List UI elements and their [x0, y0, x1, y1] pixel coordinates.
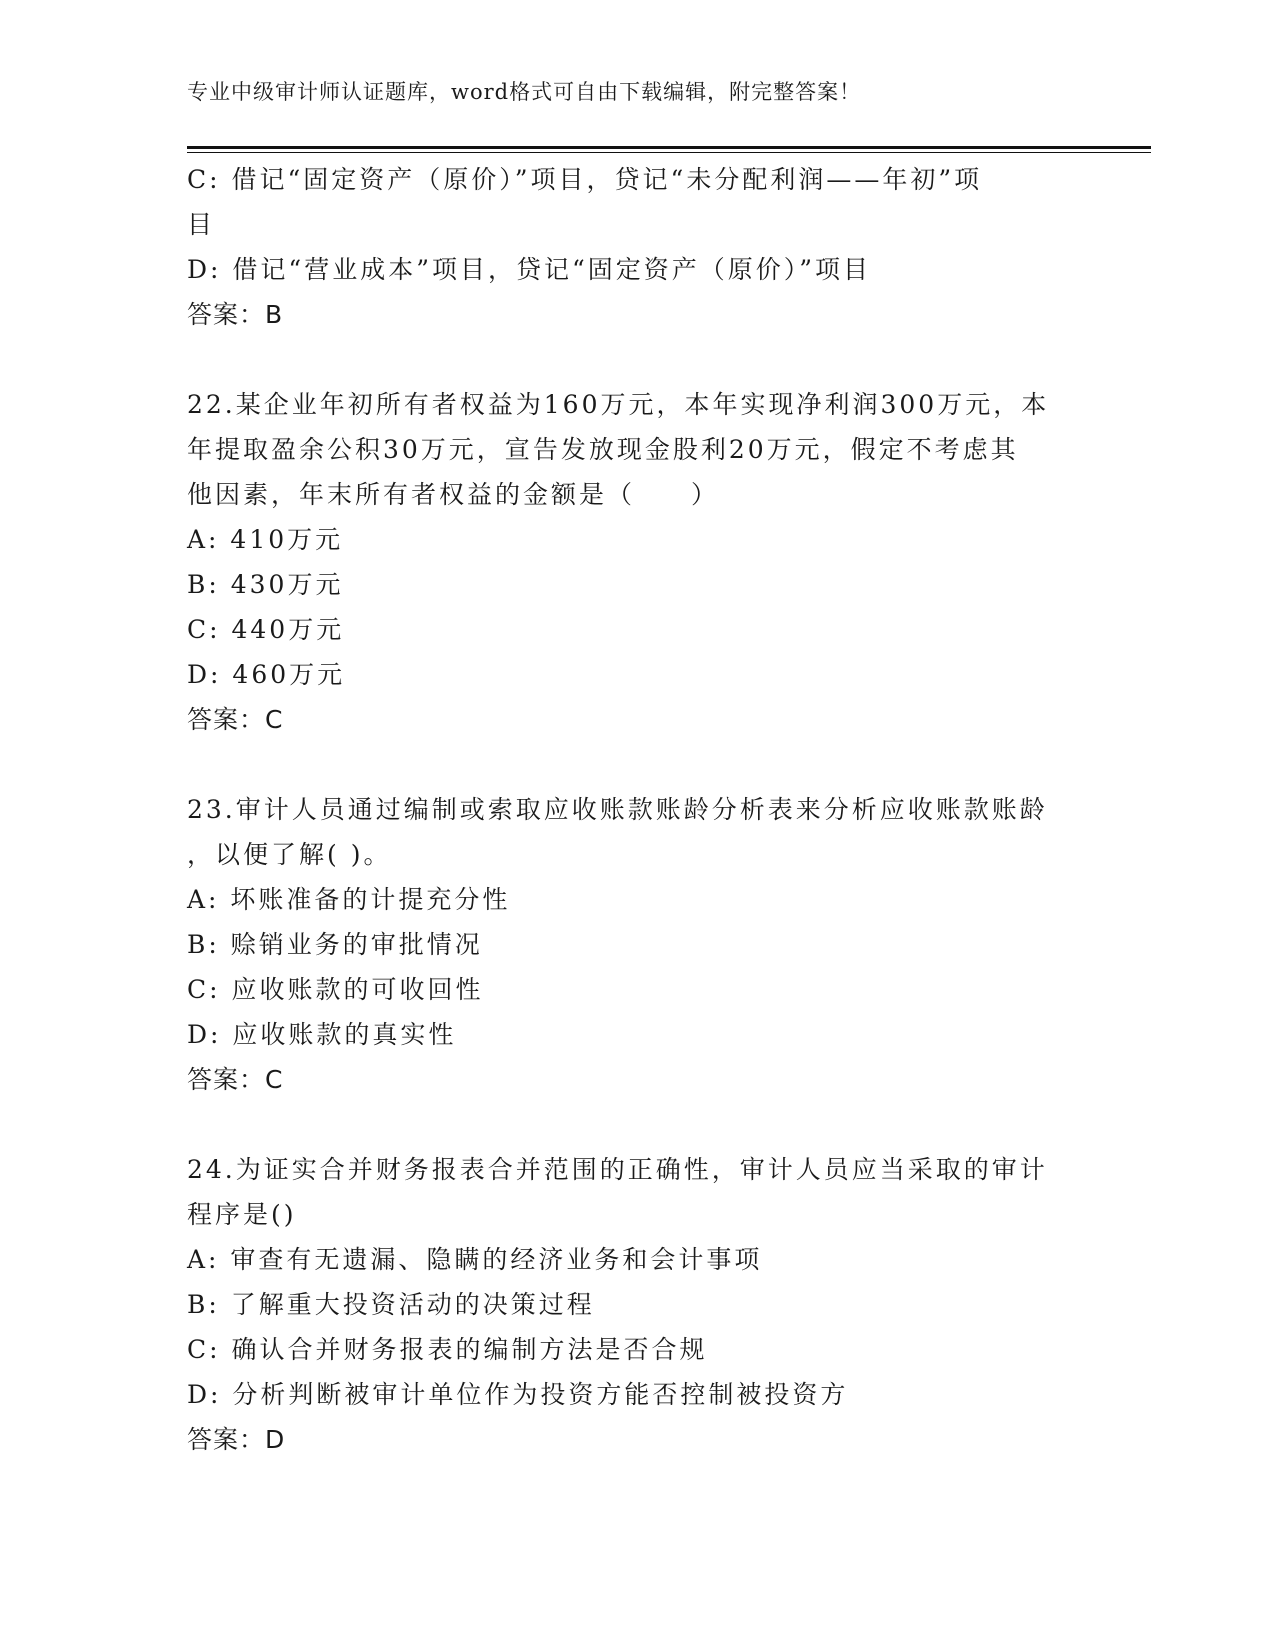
question-stem-line-1: 24.为证实合并财务报表合并范围的正确性，审计人员应当采取的审计 [187, 1155, 1048, 1184]
option-a: A: 坏账准备的计提充分性 [187, 885, 511, 914]
spacer [187, 1102, 1087, 1147]
option-d: D: 460万元 [187, 660, 346, 689]
option-a: A: 审查有无遗漏、隐瞒的经济业务和会计事项 [187, 1245, 763, 1274]
answer: 答案：C [187, 1065, 284, 1094]
question-stem-line-1: 22.某企业年初所有者权益为160万元，本年实现净利润300万元，本 [187, 390, 1050, 419]
document-body [187, 157, 1087, 1462]
header-rule-thick [187, 146, 1151, 149]
header-rule-thin [187, 152, 1151, 153]
page-header: 专业中级审计师认证题库，word格式可自由下载编辑，附完整答案！ [187, 80, 862, 104]
question-stem-line-2: 年提取盈余公积30万元，宣告发放现金股利20万元，假定不考虑其 [187, 435, 1019, 464]
option-b: B: 赊销业务的审批情况 [187, 930, 483, 959]
option-c: C: 440万元 [187, 615, 345, 644]
option-d: D: 分析判断被审计单位作为投资方能否控制被投资方 [187, 1380, 849, 1409]
question-23 [187, 787, 1087, 1102]
question-stem-line-2: ，以便了解( )。 [187, 840, 392, 869]
option-c: C: 确认合并财务报表的编制方法是否合规 [187, 1335, 708, 1364]
question-stem-line-1: 23.审计人员通过编制或索取应收账款账龄分析表来分析应收账款账龄 [187, 795, 1048, 824]
question-stem-line-2: 程序是() [187, 1200, 297, 1229]
answer: 答案：C [187, 705, 284, 734]
spacer [187, 742, 1087, 787]
spacer [187, 337, 1087, 382]
option-c-line-2: 目 [187, 210, 216, 239]
answer: 答案：D [187, 1425, 286, 1454]
question-22 [187, 382, 1087, 742]
option-c-line-1: C: 借记“固定资产（原价）”项目，贷记“未分配利润——年初”项 [187, 165, 983, 194]
option-c: C: 应收账款的可收回性 [187, 975, 484, 1004]
previous-question-continuation [187, 157, 1087, 337]
option-a: A: 410万元 [187, 525, 344, 554]
question-stem-line-3: 他因素，年末所有者权益的金额是（ ） [187, 480, 720, 509]
option-d: D: 应收账款的真实性 [187, 1020, 457, 1049]
option-d: D: 借记“营业成本”项目，贷记“固定资产（原价）”项目 [187, 255, 872, 284]
option-b: B: 了解重大投资活动的决策过程 [187, 1290, 595, 1319]
option-b: B: 430万元 [187, 570, 344, 599]
question-24 [187, 1147, 1087, 1462]
answer: 答案：B [187, 300, 284, 329]
